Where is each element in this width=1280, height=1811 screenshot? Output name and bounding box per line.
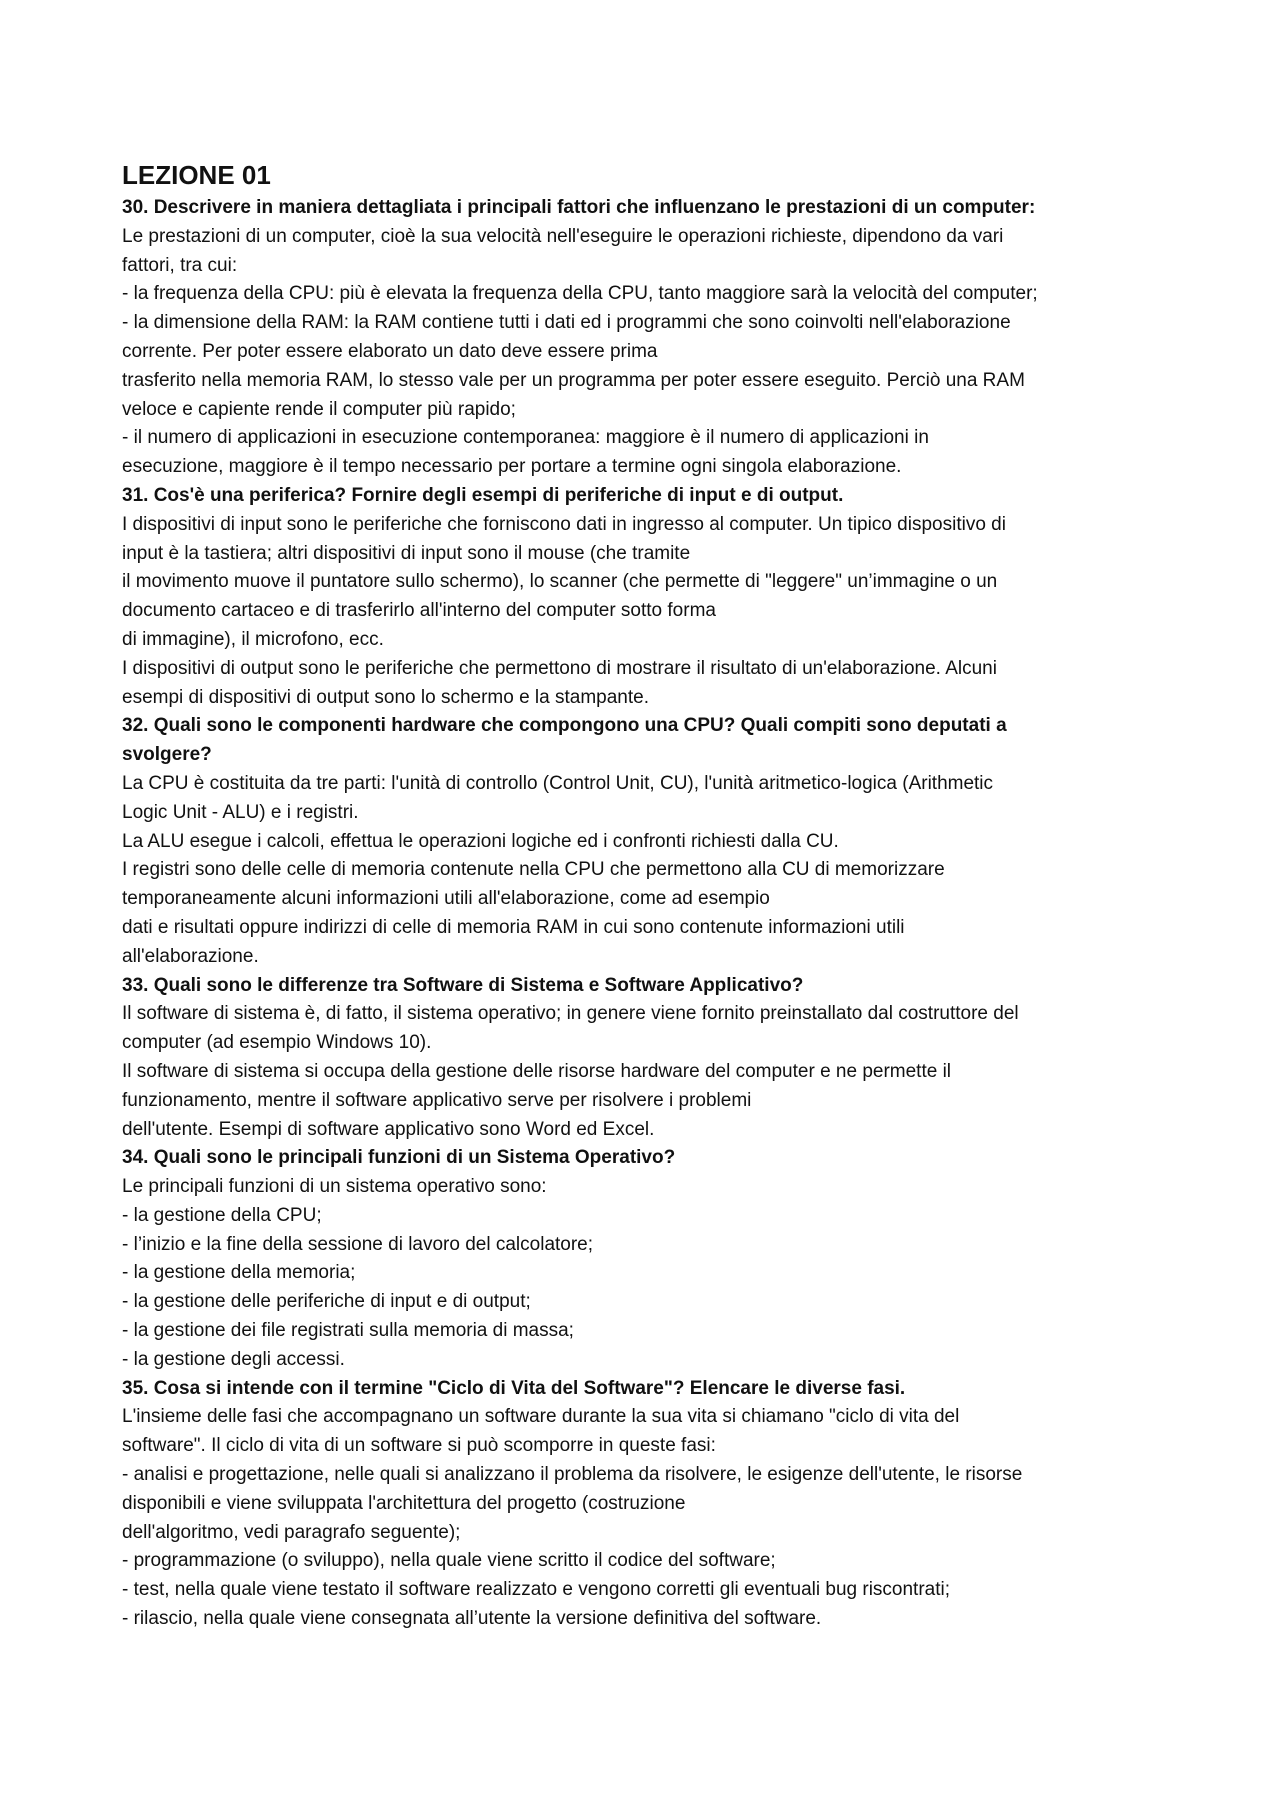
section-34: [122, 1144, 1200, 1374]
question-line: 34. Quali sono le principali funzioni di un Sistema Operativo?: [122, 1147, 676, 1169]
question-line: 31. Cos'è una periferica? Fornire degli esempi di periferiche di input e di output.: [122, 484, 844, 506]
answer-line: di immagine), il microfono, ecc.: [122, 628, 384, 650]
answer-line: - la frequenza della CPU: più è elevata la frequenza della CPU, tanto maggiore sarà la velocità del computer;: [122, 283, 1038, 305]
answer-line: I registri sono delle celle di memoria contenute nella CPU che permettono alla CU di memorizzare: [122, 859, 945, 881]
answer-line: - la dimensione della RAM: la RAM contiene tutti i dati ed i programmi che sono coinvolti nell'elaborazione: [122, 312, 1011, 334]
section-31: [122, 482, 1200, 712]
answer-line: computer (ad esempio Windows 10).: [122, 1032, 432, 1054]
question-heading: [122, 712, 1200, 770]
answer-line: Il software di sistema si occupa della gestione delle risorse hardware del computer e ne permette il: [122, 1060, 952, 1082]
answer-line: software". Il ciclo di vita di un software si può scomporre in queste fasi:: [122, 1435, 716, 1457]
answer-line: - test, nella quale viene testato il software realizzato e vengono corretti gli eventuali bug riscontrati;: [122, 1579, 951, 1601]
section-33: [122, 972, 1200, 1145]
answer-line: il movimento muove il puntatore sullo schermo), lo scanner (che permette di "leggere" un’immagine o un: [122, 571, 998, 593]
answer-line: - la gestione delle periferiche di input e di output;: [122, 1291, 531, 1313]
answer-line: veloce e capiente rende il computer più rapido;: [122, 398, 516, 420]
answer-line: dati e risultati oppure indirizzi di celle di memoria RAM in cui sono contenute informazioni utili: [122, 916, 905, 938]
answer-text: [122, 1000, 1200, 1144]
answer-line: L'insieme delle fasi che accompagnano un software durante la sua vita si chiamano "ciclo di vita del: [122, 1406, 960, 1428]
answer-line: I dispositivi di input sono le periferiche che forniscono dati in ingresso al computer. Un tipico dispositivo di: [122, 513, 1006, 535]
question-heading: [122, 972, 1200, 1001]
answer-line: - programmazione (o sviluppo), nella quale viene scritto il codice del software;: [122, 1550, 776, 1572]
section-30: [122, 194, 1200, 482]
answer-line: funzionamento, mentre il software applicativo serve per risolvere i problemi: [122, 1089, 752, 1111]
answer-line: dell'utente. Esempi di software applicativo sono Word ed Excel.: [122, 1118, 655, 1140]
answer-line: - la gestione della memoria;: [122, 1262, 356, 1284]
answer-line: Logic Unit - ALU) e i registri.: [122, 801, 359, 823]
question-heading: [122, 1375, 1200, 1404]
answer-line: - rilascio, nella quale viene consegnata all’utente la versione definitiva del software.: [122, 1608, 822, 1630]
answer-text: [122, 1173, 1200, 1375]
answer-line: - la gestione degli accessi.: [122, 1348, 345, 1370]
question-heading: [122, 482, 1200, 511]
question-line: 30. Descrivere in maniera dettagliata i principali fattori che influenzano le prestazioni di un computer:: [122, 197, 1036, 218]
question-line: svolgere?: [122, 744, 212, 766]
answer-line: disponibili e viene sviluppata l'architettura del progetto (costruzione: [122, 1492, 686, 1514]
answer-line: - la gestione della CPU;: [122, 1204, 322, 1226]
answer-line: Le principali funzioni di un sistema operativo sono:: [122, 1176, 547, 1198]
answer-line: documento cartaceo e di trasferirlo all'interno del computer sotto forma: [122, 600, 716, 622]
answer-line: Il software di sistema è, di fatto, il sistema operativo; in genere viene fornito preinstallato dal costruttore del: [122, 1003, 1019, 1025]
question-heading: [122, 194, 1200, 223]
answer-line: La ALU esegue i calcoli, effettua le operazioni logiche ed i confronti richiesti dalla CU.: [122, 830, 839, 852]
answer-text: [122, 770, 1200, 972]
answer-line: input è la tastiera; altri dispositivi di input sono il mouse (che tramite: [122, 542, 691, 564]
answer-text: [122, 223, 1200, 482]
answer-line: Le prestazioni di un computer, cioè la sua velocità nell'eseguire le operazioni richieste, dipendono da vari: [122, 225, 1004, 247]
question-heading: [122, 1144, 1200, 1173]
section-35: [122, 1375, 1200, 1634]
answer-line: I dispositivi di output sono le periferiche che permettono di mostrare il risultato di un'elaborazione. Alcuni: [122, 657, 997, 679]
answer-line: - analisi e progettazione, nelle quali si analizzano il problema da risolvere, le esigenze dell'utente, le risorse: [122, 1464, 1023, 1486]
answer-line: - la gestione dei file registrati sulla memoria di massa;: [122, 1320, 574, 1342]
answer-line: La CPU è costituita da tre parti: l'unità di controllo (Control Unit, CU), l'unità aritmetico-logica (Arithmetic: [122, 772, 994, 794]
answer-line: temporaneamente alcuni informazioni utili all'elaborazione, come ad esempio: [122, 888, 770, 910]
answer-line: all'elaborazione.: [122, 945, 259, 967]
answer-line: - il numero di applicazioni in esecuzione contemporanea: maggiore è il numero di applicazioni in: [122, 427, 929, 449]
answer-line: - l’inizio e la fine della sessione di lavoro del calcolatore;: [122, 1233, 594, 1255]
answer-line: trasferito nella memoria RAM, lo stesso vale per un programma per poter essere eseguito. Perciò una RAM: [122, 369, 1025, 391]
section-32: [122, 712, 1200, 971]
question-line: 32. Quali sono le componenti hardware che compongono una CPU? Quali compiti sono deputati a: [122, 715, 1007, 737]
question-line: 35. Cosa si intende con il termine "Ciclo di Vita del Software"? Elencare le diverse fasi.: [122, 1377, 906, 1399]
answer-text: [122, 1403, 1200, 1633]
answer-line: dell'algoritmo, vedi paragrafo seguente);: [122, 1521, 461, 1543]
lesson-title: LEZIONE 01: [122, 160, 271, 190]
answer-line: esempi di dispositivi di output sono lo schermo e la stampante.: [122, 686, 649, 708]
answer-line: esecuzione, maggiore è il tempo necessario per portare a termine ogni singola elaborazione.: [122, 456, 902, 478]
answer-text: [122, 511, 1200, 713]
answer-line: corrente. Per poter essere elaborato un dato deve essere prima: [122, 340, 658, 362]
question-line: 33. Quali sono le differenze tra Software di Sistema e Software Applicativo?: [122, 974, 804, 996]
answer-line: fattori, tra cui:: [122, 254, 238, 276]
